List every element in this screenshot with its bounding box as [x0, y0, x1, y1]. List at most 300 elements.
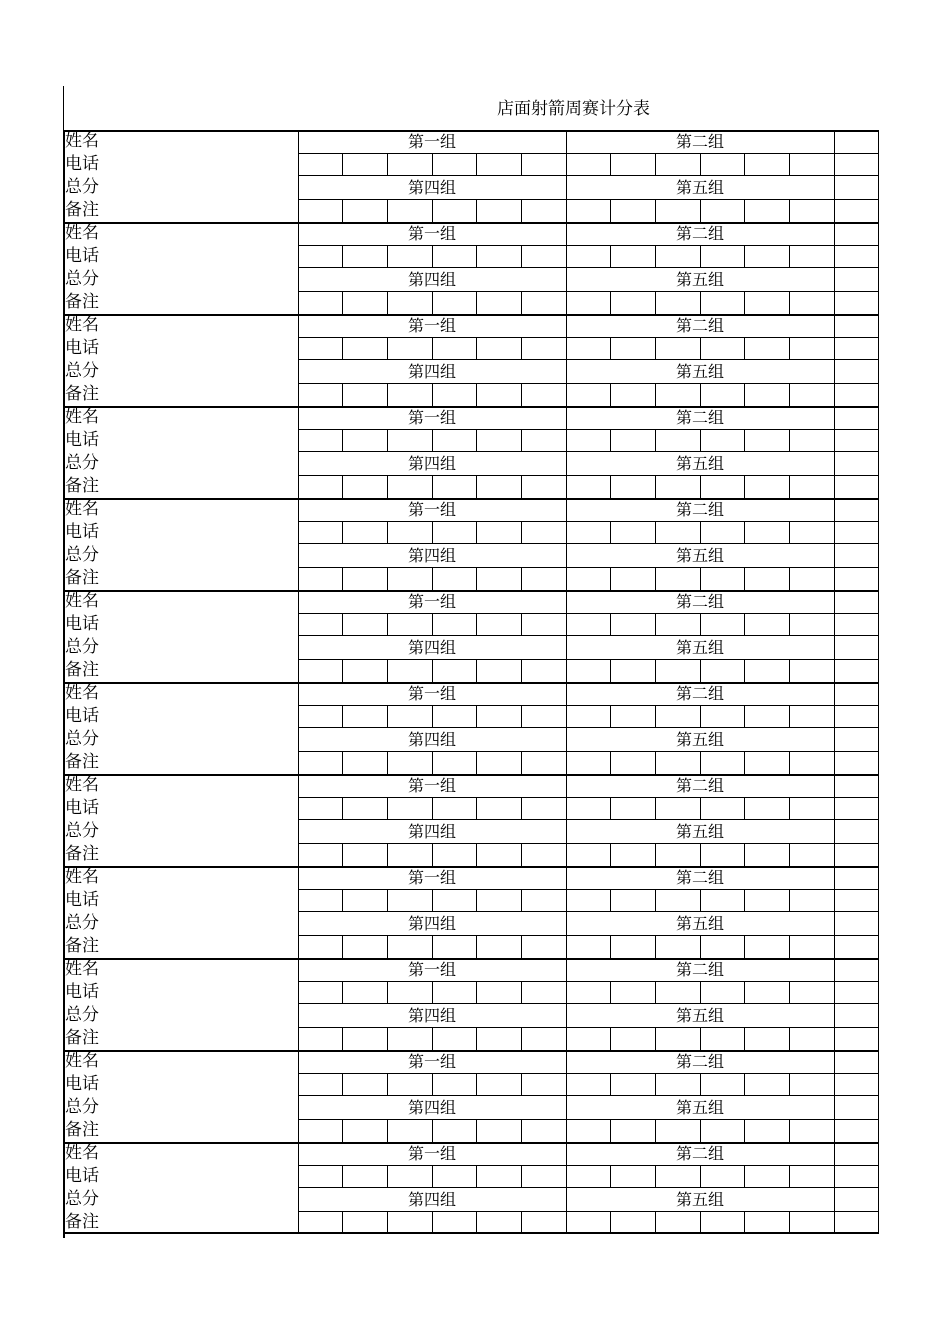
score-cell[interactable]: [789, 705, 834, 728]
score-cell[interactable]: [700, 843, 744, 866]
score-cell[interactable]: [298, 981, 342, 1004]
score-cell[interactable]: [610, 935, 655, 958]
score-cell[interactable]: [432, 383, 476, 406]
score-cell[interactable]: [610, 337, 655, 360]
score-cell[interactable]: [432, 429, 476, 452]
score-cell[interactable]: [789, 429, 834, 452]
score-cell[interactable]: [342, 797, 387, 820]
score-cell[interactable]: [298, 659, 342, 682]
score-cell[interactable]: [655, 1165, 700, 1188]
score-cell[interactable]: [834, 889, 878, 912]
score-cell[interactable]: [655, 613, 700, 636]
score-cell[interactable]: [387, 199, 432, 222]
score-cell[interactable]: [387, 1027, 432, 1050]
score-cell[interactable]: [476, 843, 521, 866]
score-cell[interactable]: [700, 383, 744, 406]
score-cell[interactable]: [744, 475, 789, 498]
score-cell[interactable]: [521, 1073, 566, 1096]
score-cell[interactable]: [655, 291, 700, 314]
score-cell[interactable]: [610, 475, 655, 498]
score-cell[interactable]: [432, 659, 476, 682]
score-cell[interactable]: [655, 429, 700, 452]
score-cell[interactable]: [834, 751, 878, 774]
score-cell[interactable]: [521, 429, 566, 452]
score-cell[interactable]: [834, 1027, 878, 1050]
score-cell[interactable]: [566, 981, 610, 1004]
score-cell[interactable]: [834, 337, 878, 360]
score-cell[interactable]: [789, 843, 834, 866]
score-cell[interactable]: [432, 843, 476, 866]
score-cell[interactable]: [700, 1211, 744, 1234]
score-cell[interactable]: [655, 567, 700, 590]
score-cell[interactable]: [342, 521, 387, 544]
score-cell[interactable]: [298, 291, 342, 314]
score-cell[interactable]: [744, 935, 789, 958]
score-cell[interactable]: [610, 613, 655, 636]
score-cell[interactable]: [834, 475, 878, 498]
score-cell[interactable]: [834, 1119, 878, 1142]
score-cell[interactable]: [298, 153, 342, 176]
score-cell[interactable]: [610, 383, 655, 406]
score-cell[interactable]: [387, 889, 432, 912]
score-cell[interactable]: [700, 751, 744, 774]
score-cell[interactable]: [566, 1165, 610, 1188]
score-cell[interactable]: [521, 291, 566, 314]
score-cell[interactable]: [744, 153, 789, 176]
score-cell[interactable]: [298, 797, 342, 820]
score-cell[interactable]: [432, 981, 476, 1004]
score-cell[interactable]: [476, 751, 521, 774]
score-cell[interactable]: [342, 1073, 387, 1096]
score-cell[interactable]: [566, 751, 610, 774]
score-cell[interactable]: [610, 521, 655, 544]
score-cell[interactable]: [744, 797, 789, 820]
score-cell[interactable]: [610, 797, 655, 820]
score-cell[interactable]: [789, 383, 834, 406]
score-cell[interactable]: [521, 751, 566, 774]
score-cell[interactable]: [744, 245, 789, 268]
score-cell[interactable]: [655, 935, 700, 958]
score-cell[interactable]: [744, 337, 789, 360]
score-cell[interactable]: [789, 981, 834, 1004]
score-cell[interactable]: [566, 429, 610, 452]
score-cell[interactable]: [521, 797, 566, 820]
score-cell[interactable]: [432, 1165, 476, 1188]
score-cell[interactable]: [566, 843, 610, 866]
score-cell[interactable]: [789, 567, 834, 590]
score-cell[interactable]: [521, 705, 566, 728]
score-cell[interactable]: [700, 245, 744, 268]
score-cell[interactable]: [655, 705, 700, 728]
score-cell[interactable]: [521, 475, 566, 498]
score-cell[interactable]: [566, 613, 610, 636]
score-cell[interactable]: [655, 199, 700, 222]
score-cell[interactable]: [432, 613, 476, 636]
score-cell[interactable]: [744, 291, 789, 314]
score-cell[interactable]: [387, 337, 432, 360]
score-cell[interactable]: [521, 153, 566, 176]
score-cell[interactable]: [610, 199, 655, 222]
score-cell[interactable]: [432, 475, 476, 498]
score-cell[interactable]: [655, 797, 700, 820]
score-cell[interactable]: [476, 567, 521, 590]
score-cell[interactable]: [521, 383, 566, 406]
score-cell[interactable]: [521, 521, 566, 544]
score-cell[interactable]: [298, 935, 342, 958]
score-cell[interactable]: [610, 843, 655, 866]
score-cell[interactable]: [298, 199, 342, 222]
score-cell[interactable]: [700, 1073, 744, 1096]
score-cell[interactable]: [744, 659, 789, 682]
score-cell[interactable]: [834, 1211, 878, 1234]
score-cell[interactable]: [566, 1027, 610, 1050]
score-cell[interactable]: [655, 1073, 700, 1096]
score-cell[interactable]: [476, 1027, 521, 1050]
score-cell[interactable]: [610, 245, 655, 268]
score-cell[interactable]: [476, 199, 521, 222]
score-cell[interactable]: [610, 429, 655, 452]
score-cell[interactable]: [744, 199, 789, 222]
score-cell[interactable]: [789, 521, 834, 544]
score-cell[interactable]: [744, 1027, 789, 1050]
score-cell[interactable]: [700, 521, 744, 544]
score-cell[interactable]: [834, 291, 878, 314]
score-cell[interactable]: [342, 1119, 387, 1142]
score-cell[interactable]: [476, 889, 521, 912]
score-cell[interactable]: [566, 291, 610, 314]
score-cell[interactable]: [298, 1027, 342, 1050]
score-cell[interactable]: [432, 889, 476, 912]
score-cell[interactable]: [387, 659, 432, 682]
score-cell[interactable]: [566, 659, 610, 682]
score-cell[interactable]: [789, 291, 834, 314]
score-cell[interactable]: [476, 153, 521, 176]
score-cell[interactable]: [387, 153, 432, 176]
score-cell[interactable]: [655, 245, 700, 268]
score-cell[interactable]: [387, 797, 432, 820]
score-cell[interactable]: [610, 981, 655, 1004]
score-cell[interactable]: [655, 889, 700, 912]
score-cell[interactable]: [298, 429, 342, 452]
score-cell[interactable]: [744, 1119, 789, 1142]
score-cell[interactable]: [789, 613, 834, 636]
score-cell[interactable]: [476, 705, 521, 728]
score-cell[interactable]: [432, 199, 476, 222]
score-cell[interactable]: [744, 705, 789, 728]
score-cell[interactable]: [655, 1027, 700, 1050]
score-cell[interactable]: [342, 567, 387, 590]
score-cell[interactable]: [700, 337, 744, 360]
score-cell[interactable]: [789, 751, 834, 774]
score-cell[interactable]: [476, 659, 521, 682]
score-cell[interactable]: [700, 889, 744, 912]
score-cell[interactable]: [342, 935, 387, 958]
score-cell[interactable]: [744, 889, 789, 912]
score-cell[interactable]: [834, 245, 878, 268]
score-cell[interactable]: [387, 383, 432, 406]
score-cell[interactable]: [789, 935, 834, 958]
score-cell[interactable]: [700, 1165, 744, 1188]
score-cell[interactable]: [298, 567, 342, 590]
score-cell[interactable]: [789, 475, 834, 498]
score-cell[interactable]: [476, 245, 521, 268]
score-cell[interactable]: [789, 1119, 834, 1142]
score-cell[interactable]: [298, 1211, 342, 1234]
score-cell[interactable]: [655, 1211, 700, 1234]
score-cell[interactable]: [387, 475, 432, 498]
score-cell[interactable]: [298, 475, 342, 498]
score-cell[interactable]: [744, 751, 789, 774]
score-cell[interactable]: [342, 245, 387, 268]
score-cell[interactable]: [834, 567, 878, 590]
score-cell[interactable]: [700, 935, 744, 958]
score-cell[interactable]: [610, 889, 655, 912]
score-cell[interactable]: [387, 567, 432, 590]
score-cell[interactable]: [655, 751, 700, 774]
score-cell[interactable]: [387, 705, 432, 728]
score-cell[interactable]: [566, 245, 610, 268]
score-cell[interactable]: [700, 1119, 744, 1142]
score-cell[interactable]: [655, 843, 700, 866]
score-cell[interactable]: [298, 245, 342, 268]
score-cell[interactable]: [610, 1165, 655, 1188]
score-cell[interactable]: [432, 1211, 476, 1234]
score-cell[interactable]: [700, 613, 744, 636]
score-cell[interactable]: [476, 475, 521, 498]
score-cell[interactable]: [610, 567, 655, 590]
score-cell[interactable]: [342, 843, 387, 866]
score-cell[interactable]: [789, 337, 834, 360]
score-cell[interactable]: [521, 1211, 566, 1234]
score-cell[interactable]: [610, 1119, 655, 1142]
score-cell[interactable]: [298, 751, 342, 774]
score-cell[interactable]: [655, 153, 700, 176]
score-cell[interactable]: [700, 981, 744, 1004]
score-cell[interactable]: [432, 1119, 476, 1142]
score-cell[interactable]: [342, 475, 387, 498]
score-cell[interactable]: [834, 843, 878, 866]
score-cell[interactable]: [566, 889, 610, 912]
score-cell[interactable]: [655, 981, 700, 1004]
score-cell[interactable]: [744, 1211, 789, 1234]
score-cell[interactable]: [298, 705, 342, 728]
score-cell[interactable]: [700, 475, 744, 498]
score-cell[interactable]: [387, 1119, 432, 1142]
score-cell[interactable]: [566, 475, 610, 498]
score-cell[interactable]: [566, 935, 610, 958]
score-cell[interactable]: [387, 935, 432, 958]
score-cell[interactable]: [476, 1165, 521, 1188]
score-cell[interactable]: [744, 429, 789, 452]
score-cell[interactable]: [476, 337, 521, 360]
score-cell[interactable]: [610, 659, 655, 682]
score-cell[interactable]: [566, 521, 610, 544]
score-cell[interactable]: [700, 705, 744, 728]
score-cell[interactable]: [521, 613, 566, 636]
score-cell[interactable]: [744, 521, 789, 544]
score-cell[interactable]: [834, 1073, 878, 1096]
score-cell[interactable]: [476, 981, 521, 1004]
score-cell[interactable]: [566, 199, 610, 222]
score-cell[interactable]: [610, 153, 655, 176]
score-cell[interactable]: [521, 567, 566, 590]
score-cell[interactable]: [566, 337, 610, 360]
score-cell[interactable]: [700, 199, 744, 222]
score-cell[interactable]: [476, 1119, 521, 1142]
score-cell[interactable]: [744, 613, 789, 636]
score-cell[interactable]: [700, 567, 744, 590]
score-cell[interactable]: [387, 1073, 432, 1096]
score-cell[interactable]: [298, 889, 342, 912]
score-cell[interactable]: [700, 797, 744, 820]
score-cell[interactable]: [834, 383, 878, 406]
score-cell[interactable]: [566, 1211, 610, 1234]
score-cell[interactable]: [566, 153, 610, 176]
score-cell[interactable]: [566, 1119, 610, 1142]
score-cell[interactable]: [789, 889, 834, 912]
score-cell[interactable]: [521, 1119, 566, 1142]
score-cell[interactable]: [387, 843, 432, 866]
score-cell[interactable]: [834, 797, 878, 820]
score-cell[interactable]: [789, 1027, 834, 1050]
score-cell[interactable]: [566, 383, 610, 406]
score-cell[interactable]: [476, 797, 521, 820]
score-cell[interactable]: [655, 383, 700, 406]
score-cell[interactable]: [432, 337, 476, 360]
score-cell[interactable]: [789, 153, 834, 176]
score-cell[interactable]: [566, 705, 610, 728]
score-cell[interactable]: [789, 1073, 834, 1096]
score-cell[interactable]: [387, 521, 432, 544]
score-cell[interactable]: [298, 337, 342, 360]
score-cell[interactable]: [700, 659, 744, 682]
score-cell[interactable]: [432, 935, 476, 958]
score-cell[interactable]: [387, 429, 432, 452]
score-cell[interactable]: [342, 291, 387, 314]
score-cell[interactable]: [834, 1165, 878, 1188]
score-cell[interactable]: [342, 981, 387, 1004]
score-cell[interactable]: [834, 935, 878, 958]
score-cell[interactable]: [521, 935, 566, 958]
score-cell[interactable]: [789, 797, 834, 820]
score-cell[interactable]: [432, 245, 476, 268]
score-cell[interactable]: [789, 245, 834, 268]
score-cell[interactable]: [342, 1211, 387, 1234]
score-cell[interactable]: [834, 199, 878, 222]
score-cell[interactable]: [610, 1073, 655, 1096]
score-cell[interactable]: [342, 153, 387, 176]
score-cell[interactable]: [744, 1165, 789, 1188]
score-cell[interactable]: [342, 889, 387, 912]
score-cell[interactable]: [834, 613, 878, 636]
score-cell[interactable]: [432, 1027, 476, 1050]
score-cell[interactable]: [655, 337, 700, 360]
score-cell[interactable]: [342, 199, 387, 222]
score-cell[interactable]: [476, 1073, 521, 1096]
score-cell[interactable]: [298, 843, 342, 866]
score-cell[interactable]: [342, 1165, 387, 1188]
score-cell[interactable]: [655, 521, 700, 544]
score-cell[interactable]: [566, 797, 610, 820]
score-cell[interactable]: [432, 705, 476, 728]
score-cell[interactable]: [387, 245, 432, 268]
score-cell[interactable]: [610, 751, 655, 774]
score-cell[interactable]: [476, 1211, 521, 1234]
score-cell[interactable]: [744, 383, 789, 406]
score-cell[interactable]: [342, 383, 387, 406]
score-cell[interactable]: [387, 291, 432, 314]
score-cell[interactable]: [432, 797, 476, 820]
score-cell[interactable]: [655, 1119, 700, 1142]
score-cell[interactable]: [432, 1073, 476, 1096]
score-cell[interactable]: [342, 659, 387, 682]
score-cell[interactable]: [476, 935, 521, 958]
score-cell[interactable]: [387, 613, 432, 636]
score-cell[interactable]: [298, 521, 342, 544]
score-cell[interactable]: [521, 337, 566, 360]
score-cell[interactable]: [432, 291, 476, 314]
score-cell[interactable]: [476, 291, 521, 314]
score-cell[interactable]: [610, 1027, 655, 1050]
score-cell[interactable]: [610, 291, 655, 314]
score-cell[interactable]: [834, 429, 878, 452]
score-cell[interactable]: [298, 1073, 342, 1096]
score-cell[interactable]: [789, 1165, 834, 1188]
score-cell[interactable]: [834, 981, 878, 1004]
score-cell[interactable]: [521, 1165, 566, 1188]
score-cell[interactable]: [432, 567, 476, 590]
score-cell[interactable]: [298, 613, 342, 636]
score-cell[interactable]: [342, 429, 387, 452]
score-cell[interactable]: [342, 751, 387, 774]
score-cell[interactable]: [566, 567, 610, 590]
score-cell[interactable]: [298, 1119, 342, 1142]
score-cell[interactable]: [789, 659, 834, 682]
score-cell[interactable]: [610, 705, 655, 728]
score-cell[interactable]: [342, 613, 387, 636]
score-cell[interactable]: [834, 153, 878, 176]
score-cell[interactable]: [387, 1211, 432, 1234]
score-cell[interactable]: [700, 429, 744, 452]
score-cell[interactable]: [298, 1165, 342, 1188]
score-cell[interactable]: [432, 521, 476, 544]
score-cell[interactable]: [744, 843, 789, 866]
score-cell[interactable]: [342, 337, 387, 360]
score-cell[interactable]: [342, 1027, 387, 1050]
score-cell[interactable]: [521, 889, 566, 912]
score-cell[interactable]: [521, 1027, 566, 1050]
score-cell[interactable]: [655, 475, 700, 498]
score-cell[interactable]: [521, 199, 566, 222]
score-cell[interactable]: [700, 291, 744, 314]
score-cell[interactable]: [476, 429, 521, 452]
score-cell[interactable]: [387, 1165, 432, 1188]
score-cell[interactable]: [476, 383, 521, 406]
score-cell[interactable]: [566, 1073, 610, 1096]
score-cell[interactable]: [744, 981, 789, 1004]
score-cell[interactable]: [655, 659, 700, 682]
score-cell[interactable]: [744, 567, 789, 590]
score-cell[interactable]: [387, 751, 432, 774]
score-cell[interactable]: [744, 1073, 789, 1096]
score-cell[interactable]: [476, 521, 521, 544]
score-cell[interactable]: [521, 245, 566, 268]
score-cell[interactable]: [432, 153, 476, 176]
score-cell[interactable]: [521, 981, 566, 1004]
score-cell[interactable]: [521, 659, 566, 682]
score-cell[interactable]: [476, 613, 521, 636]
score-cell[interactable]: [700, 1027, 744, 1050]
